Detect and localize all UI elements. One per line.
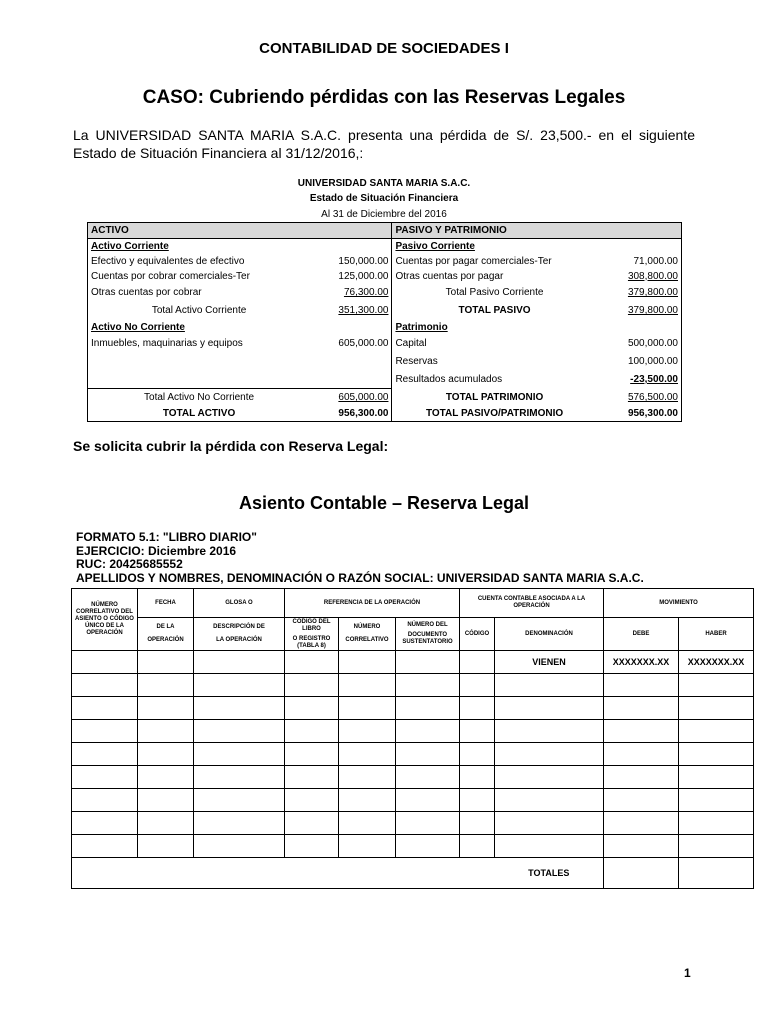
journal-cell[interactable] — [194, 720, 285, 743]
bs-liab-label: Otras cuentas por pagar — [395, 270, 504, 282]
journal-cell[interactable] — [604, 835, 679, 858]
bs-liab-label: Patrimonio — [395, 321, 448, 333]
journal-cell[interactable] — [339, 789, 396, 812]
bs-asset-value — [310, 239, 392, 254]
col-fecha-operacion: OPERACIÓN — [147, 637, 184, 643]
col-movimiento: MOVIMIENTO — [604, 589, 754, 618]
journal-cell[interactable] — [604, 720, 679, 743]
journal-cell[interactable] — [495, 720, 604, 743]
bs-liab-value: 308,800.00 — [627, 270, 678, 282]
journal-cell[interactable] — [495, 743, 604, 766]
journal-cell[interactable] — [72, 674, 138, 697]
bs-asset-value: 605,000.00 — [310, 335, 392, 353]
bs-liab-label: Reservas — [395, 356, 438, 367]
journal-cell[interactable] — [339, 674, 396, 697]
col-haber: HABER — [679, 618, 754, 651]
journal-cell[interactable] — [495, 674, 604, 697]
journal-cell[interactable] — [285, 835, 339, 858]
col-documento — [396, 618, 460, 651]
journal-cell[interactable] — [396, 743, 460, 766]
totals-label: TOTALES — [528, 867, 570, 878]
bs-asset-value — [310, 371, 392, 389]
journal-cell[interactable] — [138, 835, 194, 858]
journal-cell[interactable] — [339, 743, 396, 766]
journal-row — [72, 766, 754, 789]
assets-header: ACTIVO — [88, 223, 392, 239]
bs-liab-value — [597, 239, 682, 254]
journal-cell[interactable] — [72, 720, 138, 743]
bs-liab-value: -23,500.00 — [630, 374, 678, 385]
col-documento-a: NÚMERO DEL — [407, 622, 448, 628]
journal-cell[interactable] — [194, 812, 285, 835]
journal-cell[interactable] — [495, 812, 604, 835]
bs-asset-label: Activo No Corriente — [91, 321, 185, 333]
journal-cell[interactable] — [495, 789, 604, 812]
journal-cell[interactable] — [138, 720, 194, 743]
journal-cell[interactable] — [396, 835, 460, 858]
col-documento-b: DOCUMENTO SUSTENTATORIO — [402, 632, 453, 645]
journal-table — [71, 588, 754, 889]
bs-asset-value: 150,000.00 — [310, 254, 392, 269]
journal-row — [72, 743, 754, 766]
journal-cell[interactable] — [679, 674, 754, 697]
col-numero-correlativo — [339, 618, 396, 651]
journal-cell[interactable] — [396, 720, 460, 743]
bs-asset-label: Cuentas por cobrar comerciales-Ter — [91, 270, 250, 282]
journal-row — [72, 789, 754, 812]
journal-cell[interactable] — [339, 812, 396, 835]
format-line: RUC: 20425685552 — [76, 557, 183, 571]
journal-cell[interactable] — [396, 651, 460, 674]
col-fecha-de-la: DE LA — [156, 624, 175, 630]
bs-liab-label: Capital — [395, 338, 427, 349]
journal-cell[interactable] — [460, 743, 495, 766]
journal-cell[interactable] — [679, 720, 754, 743]
journal-cell[interactable] — [679, 789, 754, 812]
bs-asset-label: TOTAL ACTIVO — [162, 408, 236, 420]
journal-cell[interactable] — [495, 835, 604, 858]
journal-cell[interactable] — [138, 766, 194, 789]
bs-asset-label — [88, 371, 311, 389]
bs-asset-label: Inmuebles, maquinarias y equipos — [91, 338, 243, 349]
journal-cell[interactable] — [396, 812, 460, 835]
journal-cell[interactable] — [495, 697, 604, 720]
journal-cell[interactable] — [138, 789, 194, 812]
journal-cell[interactable] — [285, 789, 339, 812]
col-denominacion: DENOMINACIÓN — [495, 618, 604, 651]
journal-cell[interactable] — [604, 766, 679, 789]
vienen-label: VIENEN — [495, 651, 604, 674]
journal-cell[interactable] — [460, 835, 495, 858]
bs-asset-label: Efectivo y equivalentes de efectivo — [91, 255, 245, 267]
col-glosa: GLOSA O — [194, 589, 285, 618]
intro-paragraph: La UNIVERSIDAD SANTA MARIA S.A.C. presenta una pérdida de S/. 23,500.- en el siguiente Estado de Situación Financiera al 31/12/2016,: — [73, 127, 695, 161]
journal-cell[interactable] — [285, 651, 339, 674]
journal-cell[interactable] — [194, 743, 285, 766]
bs-liab-value: 379,800.00 — [627, 287, 678, 298]
col-glosa-operacion: LA OPERACIÓN — [216, 637, 262, 643]
journal-cell[interactable] — [604, 697, 679, 720]
journal-row — [72, 674, 754, 697]
page-number: 1 — [684, 966, 691, 980]
bs-asset-label: Total Activo Corriente — [151, 305, 247, 316]
journal-cell[interactable] — [679, 766, 754, 789]
bs-asset-value: 605,000.00 — [310, 389, 392, 407]
col-codigo-libro-b: O REGISTRO (TABLA 8) — [292, 635, 331, 649]
col-glosa-descripcion: DESCRIPCIÓN DE — [213, 624, 265, 630]
journal-cell[interactable] — [194, 674, 285, 697]
vienen-debe: XXXXXXX.XX — [604, 651, 679, 674]
totals-spacer — [72, 858, 495, 889]
case-title: CASO: Cubriendo pérdidas con las Reservas Legales — [142, 87, 626, 108]
format-line: FORMATO 5.1: "LIBRO DIARIO" — [76, 530, 257, 544]
journal-cell[interactable] — [339, 720, 396, 743]
liabilities-header: PASIVO Y PATRIMONIO — [392, 223, 682, 239]
journal-cell[interactable] — [72, 651, 138, 674]
journal-cell[interactable] — [460, 720, 495, 743]
journal-cell[interactable] — [72, 743, 138, 766]
entry-title: Asiento Contable – Reserva Legal — [238, 493, 530, 513]
journal-cell[interactable] — [285, 720, 339, 743]
journal-cell[interactable] — [194, 835, 285, 858]
col-numero-correlativo-a: NÚMERO — [353, 624, 381, 630]
request-text: Se solicita cubrir la pérdida con Reserva Legal: — [73, 438, 389, 454]
bs-date: Al 31 de Diciembre del 2016 — [321, 209, 447, 220]
journal-cell[interactable] — [396, 789, 460, 812]
bs-asset-label: Total Activo No Corriente — [144, 392, 255, 404]
col-numero: NÚMERO CORRELATIVO DEL ASIENTO O CÓDIGO ÚNICO DE LA OPERACIÓN — [72, 589, 138, 651]
col-codigo-libro — [285, 618, 339, 651]
journal-cell[interactable] — [604, 812, 679, 835]
journal-cell[interactable] — [679, 835, 754, 858]
journal-cell[interactable] — [285, 766, 339, 789]
journal-cell[interactable] — [339, 651, 396, 674]
journal-cell[interactable] — [460, 789, 495, 812]
journal-row — [72, 720, 754, 743]
journal-cell[interactable] — [460, 674, 495, 697]
journal-cell[interactable] — [339, 766, 396, 789]
bs-liab-label: Total Pasivo Corriente — [445, 287, 544, 298]
col-debe: DEBE — [604, 618, 679, 651]
col-fecha-sub — [138, 618, 194, 651]
journal-cell[interactable] — [679, 812, 754, 835]
journal-cell[interactable] — [72, 697, 138, 720]
journal-cell[interactable] — [460, 651, 495, 674]
bs-liab-label: Resultados acumulados — [395, 374, 503, 385]
col-codigo-libro-a: CÓDIGO DEL LIBRO — [292, 618, 331, 632]
journal-cell[interactable] — [339, 835, 396, 858]
col-glosa-sub — [194, 618, 285, 651]
format-line: EJERCICIO: Diciembre 2016 — [76, 543, 237, 558]
bs-asset-value: 76,300.00 — [310, 284, 392, 302]
journal-cell[interactable] — [396, 766, 460, 789]
bs-asset-value — [310, 353, 392, 371]
journal-cell[interactable] — [604, 789, 679, 812]
journal-cell[interactable] — [138, 743, 194, 766]
bs-asset-value — [310, 320, 392, 335]
journal-cell[interactable] — [194, 789, 285, 812]
bs-liab-label: Pasivo Corriente — [395, 240, 475, 252]
bs-asset-label: Activo Corriente — [91, 240, 169, 252]
bs-liab-value — [597, 320, 682, 335]
bs-asset-value: 125,000.00 — [310, 269, 392, 284]
balance-sheet-table — [87, 222, 682, 422]
journal-row — [72, 835, 754, 858]
bs-asset-label — [88, 353, 311, 371]
journal-cell[interactable] — [396, 674, 460, 697]
bs-company: UNIVERSIDAD SANTA MARIA S.A.C. — [297, 178, 471, 189]
journal-cell[interactable] — [679, 697, 754, 720]
total-haber[interactable] — [679, 858, 754, 889]
bs-liab-value: 71,000.00 — [633, 255, 678, 267]
journal-cell[interactable] — [604, 743, 679, 766]
journal-cell[interactable] — [138, 812, 194, 835]
vienen-haber: XXXXXXX.XX — [679, 651, 754, 674]
journal-cell[interactable] — [72, 812, 138, 835]
journal-cell[interactable] — [495, 766, 604, 789]
format-line: APELLIDOS Y NOMBRES, DENOMINACIÓN O RAZÓN SOCIAL: UNIVERSIDAD SANTA MARIA S.A.C. — [76, 570, 644, 585]
bs-liab-value: 100,000.00 — [627, 356, 678, 367]
total-debe[interactable] — [604, 858, 679, 889]
col-codigo: CÓDIGO — [460, 618, 495, 651]
bs-liab-value: 379,800.00 — [627, 305, 678, 316]
journal-cell[interactable] — [339, 697, 396, 720]
journal-cell[interactable] — [285, 674, 339, 697]
journal-cell[interactable] — [285, 743, 339, 766]
bs-liab-label: TOTAL PATRIMONIO — [445, 392, 544, 403]
journal-cell[interactable] — [138, 651, 194, 674]
bs-liab-label: TOTAL PASIVO — [458, 305, 531, 316]
bs-liab-label: Cuentas por pagar comerciales-Ter — [395, 255, 552, 267]
journal-cell[interactable] — [460, 697, 495, 720]
bs-asset-label: Otras cuentas por cobrar — [91, 287, 202, 298]
journal-cell[interactable] — [285, 697, 339, 720]
journal-totals-row — [72, 858, 754, 889]
col-fecha: FECHA — [138, 589, 194, 618]
journal-cell[interactable] — [72, 789, 138, 812]
journal-cell[interactable] — [604, 674, 679, 697]
bs-liab-value: 500,000.00 — [627, 338, 678, 349]
journal-cell[interactable] — [396, 697, 460, 720]
journal-cell[interactable] — [138, 674, 194, 697]
journal-cell[interactable] — [679, 743, 754, 766]
bs-asset-value: 956,300.00 — [310, 407, 392, 422]
journal-row — [72, 697, 754, 720]
bs-title: Estado de Situación Financiera — [309, 193, 459, 204]
col-numero-correlativo-b: CORRELATIVO — [345, 637, 389, 643]
col-referencia: REFERENCIA DE LA OPERACIÓN — [285, 589, 460, 618]
journal-cell[interactable] — [194, 697, 285, 720]
journal-cell[interactable] — [138, 697, 194, 720]
journal-row-vienen — [72, 651, 754, 674]
bs-asset-value: 351,300.00 — [310, 302, 392, 320]
journal-cell[interactable] — [460, 812, 495, 835]
col-cuenta: CUENTA CONTABLE ASOCIADA A LA OPERACIÓN — [460, 589, 604, 618]
journal-cell[interactable] — [72, 835, 138, 858]
bs-liab-value: 956,300.00 — [627, 408, 678, 420]
journal-cell[interactable] — [285, 812, 339, 835]
bs-liab-value: 576,500.00 — [627, 392, 678, 403]
journal-cell[interactable] — [72, 766, 138, 789]
journal-cell[interactable] — [194, 651, 285, 674]
course-title: CONTABILIDAD DE SOCIEDADES I — [259, 40, 509, 57]
journal-cell[interactable] — [194, 766, 285, 789]
journal-cell[interactable] — [460, 766, 495, 789]
bs-liab-label: TOTAL PASIVO/PATRIMONIO — [425, 408, 564, 420]
format-block — [76, 531, 644, 585]
journal-row — [72, 812, 754, 835]
